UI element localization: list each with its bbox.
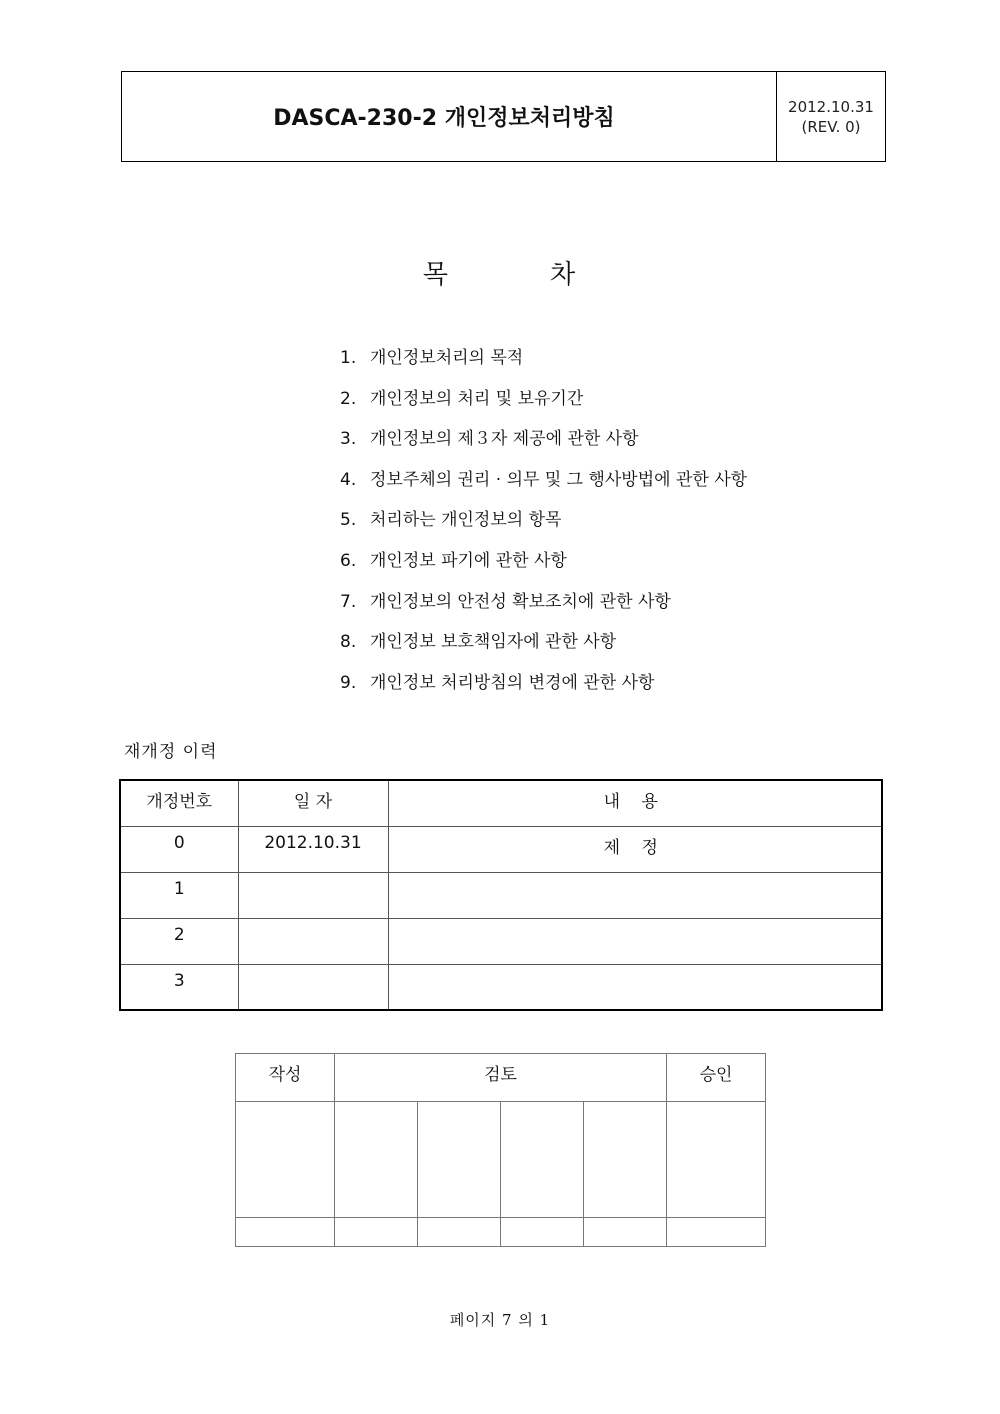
table-row — [120, 964, 882, 1010]
toc-heading-right: 차 — [550, 260, 578, 290]
signature-cell-author — [236, 1102, 335, 1218]
toc-item-label: 개인정보 보호책임자에 관한 사항 — [370, 632, 617, 653]
toc-item-label: 개인정보 파기에 관한 사항 — [370, 550, 567, 571]
toc-item-label: 개인정보의 안전성 확보조치에 관한 사항 — [370, 591, 671, 612]
document-date-block — [777, 72, 885, 161]
approval-author-header: 작성 — [236, 1054, 335, 1102]
toc-list — [340, 345, 747, 710]
date-cell — [667, 1218, 766, 1247]
revision-no-cell: 3 — [120, 964, 238, 1010]
revision-date-cell — [238, 964, 388, 1010]
revision-content-cell: 제 정 — [388, 826, 882, 872]
revision-history-caption: 재개정 이력 — [124, 742, 218, 762]
revision-content-cell — [388, 872, 882, 918]
approval-header-row — [236, 1054, 766, 1102]
signature-cell-review — [584, 1102, 667, 1218]
date-cell — [584, 1218, 667, 1247]
toc-item-number: 7. — [340, 591, 357, 612]
date-cell — [236, 1218, 335, 1247]
document-revision: (REV. 0) — [801, 117, 861, 136]
toc-heading — [0, 254, 1000, 294]
toc-item-number: 3. — [340, 429, 357, 450]
signature-cell-review — [335, 1102, 418, 1218]
toc-item-number: 2. — [340, 388, 357, 409]
toc-item — [340, 589, 747, 630]
revision-date-cell: 2012.10.31 — [238, 826, 388, 872]
toc-item-label: 개인정보 처리방침의 변경에 관한 사항 — [370, 672, 655, 693]
toc-item-number: 9. — [340, 672, 357, 693]
approval-date-row — [236, 1218, 766, 1247]
signature-cell-review — [418, 1102, 501, 1218]
document-header — [121, 71, 886, 162]
signature-cell-approve — [667, 1102, 766, 1218]
revision-no-cell: 0 — [120, 826, 238, 872]
revision-content-cell — [388, 918, 882, 964]
signature-cell-review — [501, 1102, 584, 1218]
toc-item-label: 정보주체의 권리 · 의무 및 그 행사방법에 관한 사항 — [370, 469, 748, 490]
approval-approve-header: 승인 — [667, 1054, 766, 1102]
toc-item — [340, 467, 747, 508]
revision-date-cell — [238, 872, 388, 918]
toc-heading-left: 목 — [422, 260, 450, 290]
toc-item — [340, 670, 747, 711]
toc-item-label: 처리하는 개인정보의 항목 — [370, 510, 562, 531]
approval-table — [235, 1053, 766, 1247]
toc-item — [340, 386, 747, 427]
toc-item-label: 개인정보의 처리 및 보유기간 — [370, 388, 584, 409]
table-header-row — [120, 780, 882, 826]
toc-item — [340, 548, 747, 589]
column-header-revision-no: 개정번호 — [120, 780, 238, 826]
toc-item-number: 8. — [340, 632, 357, 653]
approval-signature-row — [236, 1102, 766, 1218]
approval-review-header: 검토 — [335, 1054, 667, 1102]
toc-item-number: 5. — [340, 510, 357, 531]
column-header-date: 일 자 — [238, 780, 388, 826]
table-row — [120, 872, 882, 918]
table-row — [120, 826, 882, 872]
revision-date-cell — [238, 918, 388, 964]
date-cell — [501, 1218, 584, 1247]
toc-item-number: 4. — [340, 469, 357, 490]
toc-item-number: 1. — [340, 348, 357, 368]
toc-item-number: 6. — [340, 550, 357, 571]
date-cell — [335, 1218, 418, 1247]
toc-item-label: 개인정보의 제３자 제공에 관한 사항 — [370, 429, 639, 450]
revision-content-cell — [388, 964, 882, 1010]
revision-no-cell: 2 — [120, 918, 238, 964]
date-cell — [418, 1218, 501, 1247]
toc-item — [340, 345, 747, 386]
toc-item — [340, 507, 747, 548]
toc-item — [340, 426, 747, 467]
page-number: 페이지 7 의 1 — [449, 1311, 551, 1329]
toc-item — [340, 629, 747, 670]
revision-history-table — [119, 779, 883, 1011]
table-row — [120, 918, 882, 964]
column-header-content: 내 용 — [388, 780, 882, 826]
toc-item-label: 개인정보처리의 목적 — [370, 348, 524, 368]
document-date: 2012.10.31 — [788, 97, 874, 116]
revision-no-cell: 1 — [120, 872, 238, 918]
document-title: DASCA-230-2 개인정보처리방침 — [122, 72, 777, 161]
